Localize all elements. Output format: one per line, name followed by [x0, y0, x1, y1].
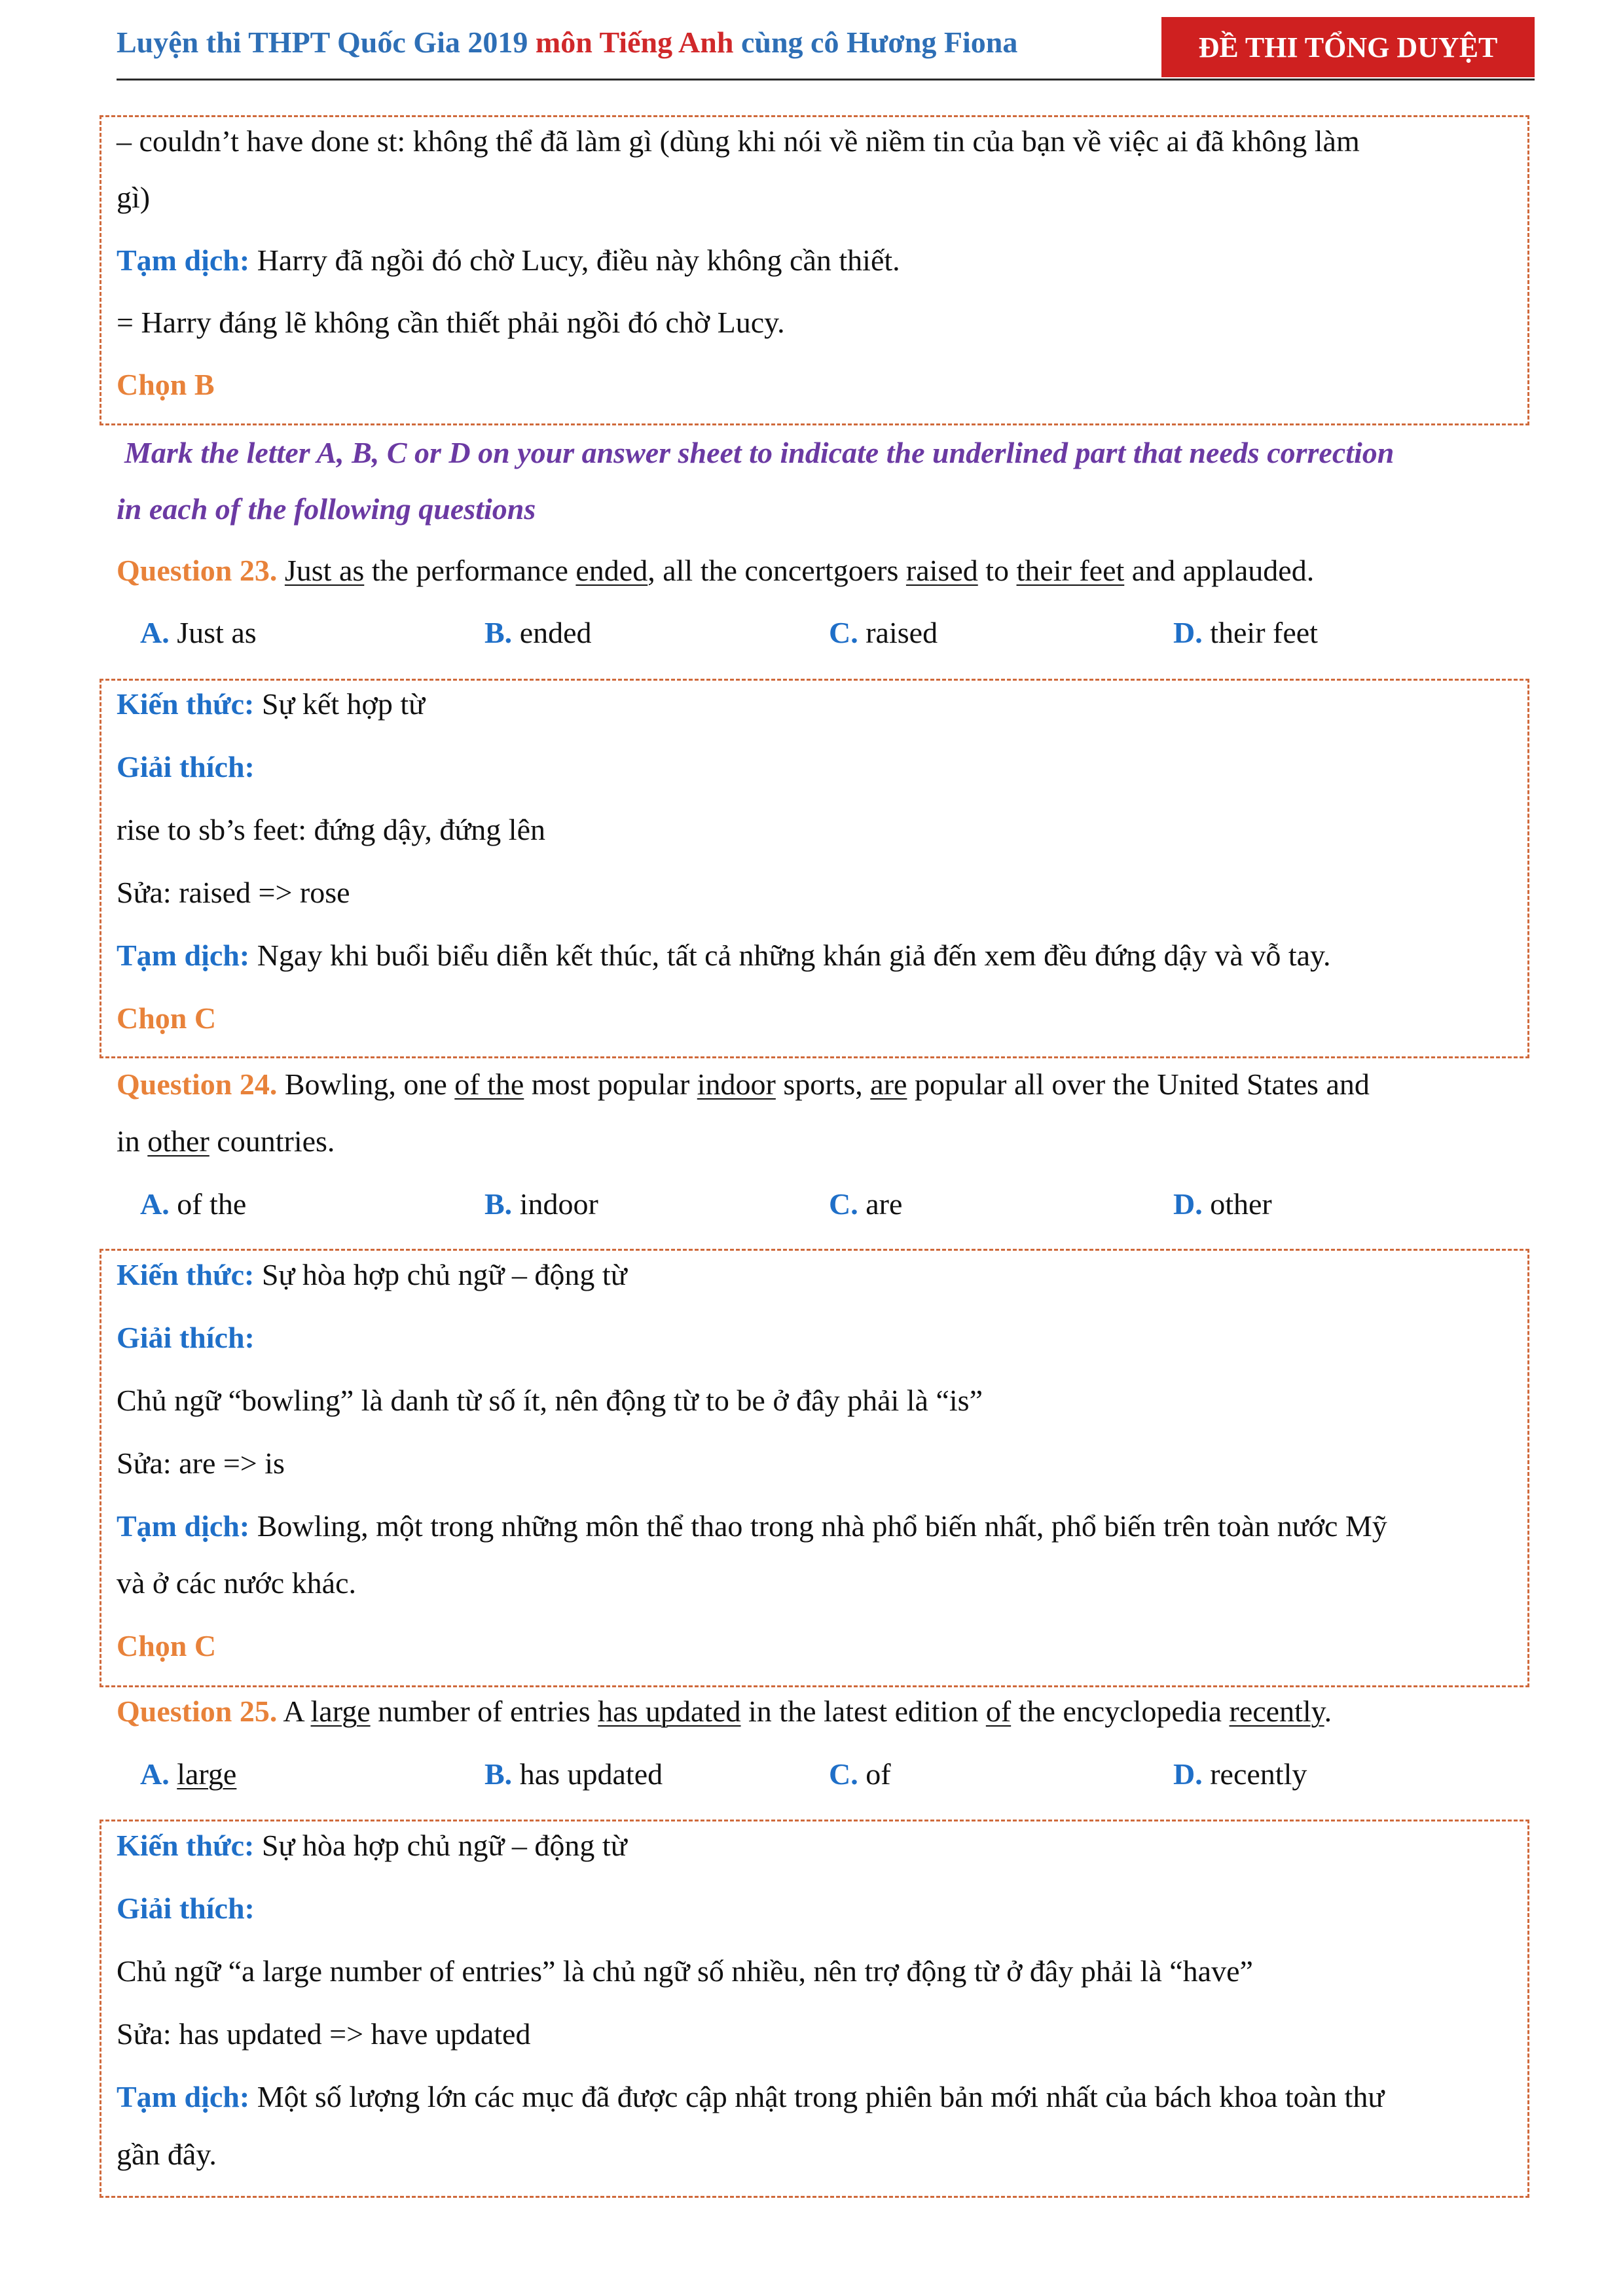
q23-translation [117, 936, 1518, 975]
translation-text: Ngay khi buổi biểu diễn kết thúc, tất cả những khán giả đến xem đều đứng dậy và vỗ tay. [249, 939, 1331, 972]
question-24-text: most popular [524, 1067, 697, 1101]
question-25-underline-a: large [310, 1695, 371, 1728]
option-letter: B. [484, 616, 513, 649]
option-letter: C. [829, 616, 858, 649]
option-text: raised [858, 616, 938, 649]
knowledge-text: Sự kết hợp từ [254, 687, 426, 721]
knowledge-text: Sự hòa hợp chủ ngữ – động từ [254, 1258, 627, 1291]
q24-correction: Sửa: are => is [117, 1446, 285, 1480]
option-letter: A. [140, 616, 170, 649]
option-letter: D. [1173, 616, 1203, 649]
q22-explain-line1: – couldn’t have done st: không thể đã làm gì (dùng khi nói về niềm tin của bạn về việc ai đã không làm [117, 124, 1360, 158]
q22-translation-text: Harry đã ngồi đó chờ Lucy, điều này không cần thiết. [249, 243, 900, 277]
question-24-line2 [117, 1122, 1518, 1161]
translation-text: Bowling, một trong những môn thể thao trong nhà phổ biến nhất, phổ biến trên toàn nước Mỹ [249, 1509, 1387, 1543]
q25-option-c[interactable] [829, 1755, 891, 1794]
question-25-text: the encyclopedia [1011, 1695, 1230, 1728]
question-24-line1 [117, 1065, 1518, 1104]
question-25 [117, 1692, 1518, 1731]
question-25-text: number of entries [370, 1695, 598, 1728]
q25-option-a[interactable] [140, 1755, 236, 1794]
q23-option-a[interactable] [140, 613, 257, 653]
q23-explain-label: Giải thích: [117, 750, 255, 783]
question-24-underline-b: indoor [697, 1067, 776, 1101]
question-23-underline-c: raised [905, 554, 978, 587]
question-23-text: and applauded. [1124, 554, 1315, 587]
q25-knowledge [117, 1826, 1518, 1865]
option-letter: A. [140, 1757, 170, 1791]
option-text: of the [169, 1187, 247, 1221]
option-text: other [1202, 1187, 1272, 1221]
q24-explain-label: Giải thích: [117, 1321, 255, 1354]
question-25-underline-d: recently [1229, 1695, 1324, 1728]
option-text: of [858, 1757, 891, 1791]
question-25-text: . [1324, 1695, 1332, 1728]
question-24-text: countries. [209, 1124, 335, 1158]
q22-translation [117, 241, 1518, 280]
option-letter: D. [1173, 1757, 1203, 1791]
question-23-text [277, 554, 285, 587]
header-divider [117, 79, 1535, 81]
q25-explain-label: Giải thích: [117, 1892, 255, 1925]
question-25-underline-b: has updated [598, 1695, 741, 1728]
question-24-text: in [117, 1124, 148, 1158]
header-badge: ĐỀ THI TỔNG DUYỆT [1161, 17, 1535, 77]
knowledge-label: Kiến thức: [117, 1258, 255, 1291]
question-24-underline-a: of the [454, 1067, 524, 1101]
question-23-underline-a: Just as [284, 554, 365, 587]
header-title [117, 25, 1017, 60]
translation-text: Một số lượng lớn các mục đã được cập nhật trong phiên bản mới nhất của bách khoa toàn thư [249, 2080, 1385, 2113]
option-letter: D. [1173, 1187, 1203, 1221]
instruction-line2: in each of the following questions [117, 492, 536, 526]
question-24-underline-d: other [147, 1124, 210, 1158]
q23-explain-line1: rise to sb’s feet: đứng dậy, đứng lên [117, 813, 545, 846]
q24-knowledge [117, 1255, 1518, 1295]
question-25-underline-c: of [985, 1695, 1012, 1728]
question-23-text: to [977, 554, 1017, 587]
q24-answer: Chọn C [117, 1629, 217, 1662]
option-letter: B. [484, 1757, 513, 1791]
q23-answer: Chọn C [117, 1001, 217, 1035]
option-text: indoor [512, 1187, 598, 1221]
knowledge-label: Kiến thức: [117, 1829, 255, 1862]
option-text: their feet [1202, 616, 1318, 649]
question-24-label: Question 24. [117, 1067, 278, 1101]
q24-option-c[interactable] [829, 1185, 902, 1224]
q23-option-c[interactable] [829, 613, 938, 653]
option-letter: C. [829, 1757, 858, 1791]
instruction-line1: Mark the letter A, B, C or D on your answer sheet to indicate the underlined part that needs correction [124, 436, 1395, 469]
header-title-part1: Luyện thi THPT Quốc Gia 2019 [117, 26, 536, 59]
question-24-text: sports, [775, 1067, 871, 1101]
option-letter: C. [829, 1187, 858, 1221]
option-text: large [177, 1757, 237, 1791]
option-letter: A. [140, 1187, 170, 1221]
q25-correction: Sửa: has updated => have updated [117, 2017, 531, 2051]
q24-translation [117, 1507, 1518, 1546]
q24-translation-line2: và ở các nước khác. [117, 1566, 357, 1600]
translation-label: Tạm dịch: [117, 939, 250, 972]
question-23-text: the performance [364, 554, 576, 587]
option-text: Just as [169, 616, 257, 649]
question-23-underline-d: their feet [1016, 554, 1125, 587]
question-23-underline-b: ended [575, 554, 648, 587]
q22-explain-line1b: gì) [117, 181, 151, 214]
question-24-text: popular all over the United States and [907, 1067, 1370, 1101]
q25-explain-line1: Chủ ngữ “a large number of entries” là chủ ngữ số nhiều, nên trợ động từ ở đây phải là “have” [117, 1954, 1253, 1988]
question-25-text: in the latest edition [740, 1695, 986, 1728]
q23-option-d[interactable] [1173, 613, 1318, 653]
option-text: are [858, 1187, 903, 1221]
q23-option-b[interactable] [484, 613, 592, 653]
knowledge-text: Sự hòa hợp chủ ngữ – động từ [254, 1829, 627, 1862]
header-title-part3: cùng cô Hương Fiona [733, 26, 1018, 59]
q22-explain-line3: = Harry đáng lẽ không cần thiết phải ngồi đó chờ Lucy. [117, 306, 785, 339]
q24-option-d[interactable] [1173, 1185, 1272, 1224]
q22-translation-label: Tạm dịch: [117, 243, 250, 277]
option-letter: B. [484, 1187, 513, 1221]
q23-knowledge [117, 685, 1518, 724]
q24-option-a[interactable] [140, 1185, 246, 1224]
question-25-text: A [277, 1695, 311, 1728]
knowledge-label: Kiến thức: [117, 687, 255, 721]
question-24-text: Bowling, one [277, 1067, 455, 1101]
q22-answer: Chọn B [117, 368, 215, 401]
translation-label: Tạm dịch: [117, 2080, 250, 2113]
q25-option-b[interactable] [484, 1755, 663, 1794]
q24-explain-line1: Chủ ngữ “bowling” là danh từ số ít, nên động từ to be ở đây phải là “is” [117, 1384, 983, 1417]
question-23 [117, 551, 1518, 590]
option-text: recently [1202, 1757, 1307, 1791]
q25-translation [117, 2077, 1518, 2117]
q23-correction: Sửa: raised => rose [117, 876, 350, 909]
header-title-subject: môn Tiếng Anh [535, 26, 734, 59]
option-text: ended [512, 616, 592, 649]
question-24-underline-c: are [870, 1067, 907, 1101]
q25-option-d[interactable] [1173, 1755, 1307, 1794]
question-23-text: , all the concertgoers [647, 554, 906, 587]
q24-option-b[interactable] [484, 1185, 598, 1224]
question-25-label: Question 25. [117, 1695, 278, 1728]
option-text: has updated [512, 1757, 663, 1791]
translation-label: Tạm dịch: [117, 1509, 250, 1543]
question-23-label: Question 23. [117, 554, 278, 587]
q25-translation-line2: gần đây. [117, 2138, 217, 2171]
